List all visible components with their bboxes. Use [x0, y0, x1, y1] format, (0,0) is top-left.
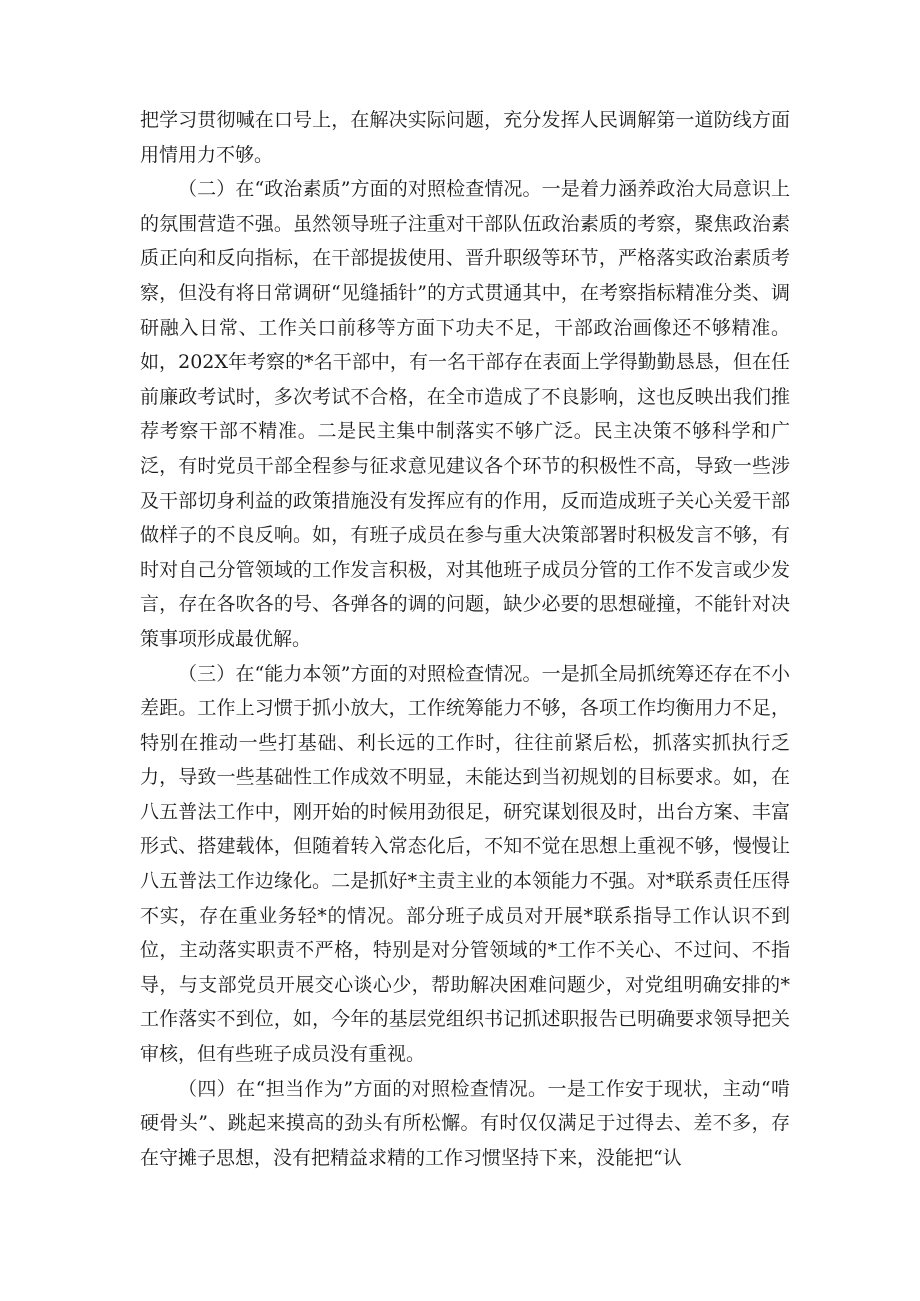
paragraph-2: （二）在“政治素质”方面的对照检查情况。一是着力涵养政治大局意识上的氛围营造不强。虽然领导班子注重对干部队伍政治素质的考察，聚焦政治素质正向和反向指标，在干部提拔使用、晋升职级等环节，严格落实政治素质考察，但没有将日常调研“见缝插针”的方式贯通其中，在考察指标精准分类、调研融入日常、工作关口前移等方面下功夫不足，干部政治画像还不够精准。如，202X年考察的*名干部中，有一名干部存在表面上学得勤勤恳恳，但在任前廉政考试时，多次考试不合格，在全市造成了不良影响，这也反映出我们推荐考察干部不精准。二是民主集中制落实不够广泛。民主决策不够科学和广泛，有时党员干部全程参与征求意见建议各个环节的积极性不高，导致一些涉及干部切身利益的政策措施没有发挥应有的作用，反而造成班子关心关爱干部做样子的不良反响。如，有班子成员在参与重大决策部署时积极发言不够，有时对自己分管领域的工作发言积极，对其他班子成员分管的工作不发言或少发言，存在各吹各的号、各弹各的调的问题，缺少必要的思想碰撞，不能针对决策事项形成最优解。	[140, 178, 790, 650]
paragraph-3: （三）在“能力本领”方面的对照检查情况。一是抓全局抓统筹还存在不小差距。工作上习惯于抓小放大，工作统筹能力不够，各项工作均衡用力不足，特别在推动一些打基础、利长远的工作时，往往前紧后松，抓落实抓执行乏力，导致一些基础性工作成效不明显，未能达到当初规划的目标要求。如，在八五普法工作中，刚开始的时候用劲很足，研究谋划很及时，出台方案、丰富形式、搭建载体，但随着转入常态化后，不知不觉在思想上重视不够，慢慢让八五普法工作边缘化。二是抓好*主责主业的本领能力不强。对*联系责任压得不实，存在重业务轻*的情况。部分班子成员对开展*联系指导工作认识不到位，主动落实职责不严格，特别是对分管领域的*工作不关心、不过问、不指导，与支部党员开展交心谈心少，帮助解决困难问题少，对党组明确安排的*工作落实不到位，如，今年的基层党组织书记抓述职报告已明确要求领导把关审核，但有些班子成员没有重视。	[140, 662, 790, 1066]
paragraph-4: （四）在“担当作为”方面的对照检查情况。一是工作安于现状，主动“啃硬骨头”、跳起来摸高的劲头有所松懈。有时仅仅满足于过得去、差不多，存在守摊子思想，没有把精益求精的工作习惯坚持下来，没能把“认	[140, 1077, 790, 1169]
document-body	[140, 103, 790, 1175]
paragraph-1: 把学习贯彻喊在口号上，在解决实际问题，充分发挥人民调解第一道防线方面用情用力不够。	[140, 109, 790, 166]
